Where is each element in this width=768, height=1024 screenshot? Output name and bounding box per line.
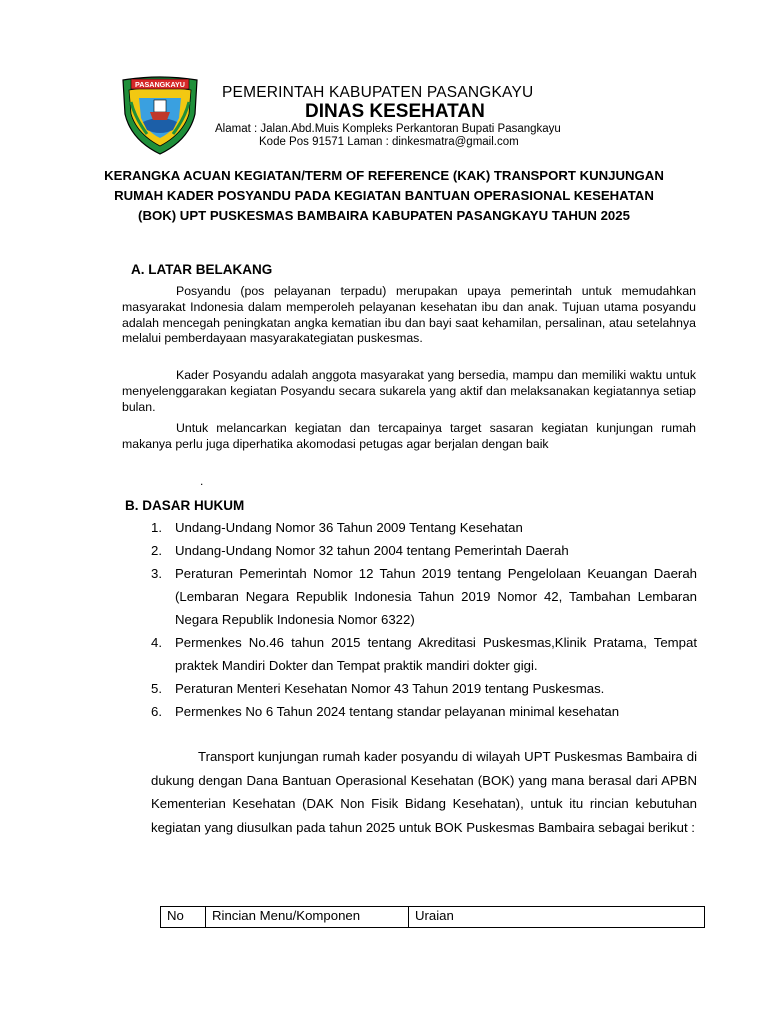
postal-email-line: Kode Pos 91571 Laman : dinkesmatra@gmail.com (259, 136, 519, 148)
funding-paragraph: Transport kunjungan rumah kader posyandu di wilayah UPT Puskesmas Bambaira di dukung dengan Dana Bantuan Operasional Kesehatan (BOK) yang mana berasal dari APBN Kementerian Kesehatan (DAK Non Fisik Bidang Kesehatan), untuk itu rincian kebutuhan kegiatan yang diusulkan pada tahun 2025 untuk BOK Puskesmas Bambaira sebagai berikut : (151, 749, 697, 835)
stray-period: . (200, 474, 204, 488)
legal-basis-list (151, 516, 697, 723)
list-item: 6. Permenkes No 6 Tahun 2024 tentang standar pelayanan minimal kesehatan (151, 704, 620, 719)
agency-name: DINAS KESEHATAN (305, 101, 485, 122)
list-item: 5. Peraturan Menteri Kesehatan Nomor 43 Tahun 2019 tentang Puskesmas. (151, 681, 605, 696)
logo-banner-text: PASANGKAYU (135, 80, 185, 89)
section-b-heading: B. DASAR HUKUM (125, 498, 245, 513)
background-paragraph-3: Untuk melancarkan kegiatan dan tercapainya target sasaran kegiatan kunjungan rumah makanya perlu juga diperhatika akomodasi petugas agar berjalan dengan baik (122, 421, 696, 451)
list-item: 2. Undang-Undang Nomor 32 tahun 2004 tentang Pemerintah Daerah (151, 543, 569, 558)
pasangkayu-logo (117, 74, 203, 156)
background-paragraph-1: Posyandu (pos pelayanan terpadu) merupakan upaya pemerintah untuk memudahkan masyarakat Indonesia dalam memperoleh pelayanan kesehatan ibu dan anak. Tujuan utama posyandu adalah mencegah peningkatan angka kematian ibu dan bayi saat kehamilan, persalinan, atau setelahnya melalui pemberdayaan masyarakategiatan puskesmas. (122, 284, 696, 346)
address-line: Alamat : Jalan.Abd.Muis Kompleks Perkantoran Bupati Pasangkayu (215, 123, 561, 135)
government-name: PEMERINTAH KABUPATEN PASANGKAYU (222, 84, 534, 101)
column-header-description: Uraian (409, 907, 705, 928)
list-item: 3. Peraturan Pemerintah Nomor 12 Tahun 2019 tentang Pengelolaan Keuangan Daerah (Lembaran Negara Republik Indonesia Tahun 2019 Nomor 42, Tambahan Lembaran Negara Republik Indonesia Nomor 6322) (151, 566, 697, 627)
section-a-heading: A. LATAR BELAKANG (131, 262, 273, 277)
column-header-no: No (161, 907, 206, 928)
document-title: KERANGKA ACUAN KEGIATAN/TERM OF REFERENCE (KAK) TRANSPORT KUNJUNGAN RUMAH KADER POSYANDU PADA KEGIATAN BANTUAN OPERASIONAL KESEHATAN (BOK) UPT PUSKESMAS BAMBAIRA KABUPATEN PASANGKAYU TAHUN 2025 (104, 168, 664, 223)
table-header-row (161, 907, 705, 928)
list-item: 4. Permenkes No.46 tahun 2015 tentang Akreditasi Puskesmas,Klinik Pratama, Tempat praktek Mandiri Dokter dan Tempat praktik mandiri dokter gigi. (151, 635, 697, 673)
column-header-component: Rincian Menu/Komponen (206, 907, 409, 928)
background-paragraph-2: Kader Posyandu adalah anggota masyarakat yang bersedia, mampu dan memiliki waktu untuk menyelenggarakan kegiatan Posyandu secara sukarela yang aktif dan melaksanakan kegiatannya setiap bulan. (122, 368, 696, 414)
budget-table (160, 906, 705, 928)
list-item: 1. Undang-Undang Nomor 36 Tahun 2009 Tentang Kesehatan (151, 520, 523, 535)
